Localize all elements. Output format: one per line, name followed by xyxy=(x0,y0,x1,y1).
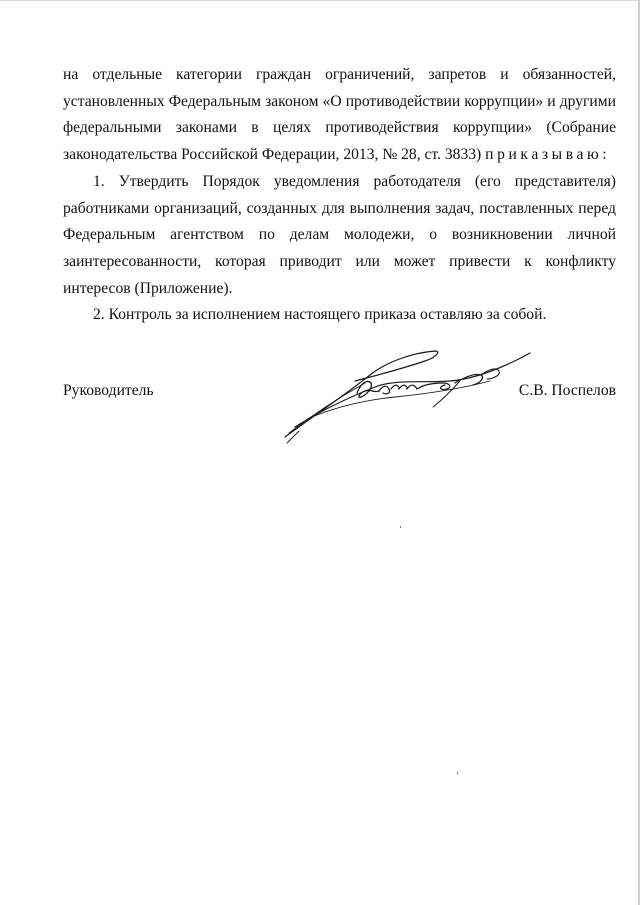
handwritten-signature xyxy=(275,345,545,445)
document-body xyxy=(63,62,616,329)
scan-speck xyxy=(457,772,458,774)
order-keyword: приказываю: xyxy=(485,146,611,164)
item-1-paragraph: 1. Утвердить Порядок уведомления работодателя (его представителя) работниками организаций, созданных для выполнения задач, поставленных перед Федеральным агентством по делам молодежи, о возникновении личной заинтересованности, которая приводит или может привести к конфликту интересов (Приложение). xyxy=(63,172,616,297)
scan-speck xyxy=(400,526,401,528)
paragraph-continuation xyxy=(63,62,616,169)
paragraph-continuation-text: на отдельные категории граждан ограничений, запретов и обязанностей, установленных Федеральным законом «О противодействии коррупции» и другими федеральными законами в целях противодействия коррупции» (Собрание законодательства Российской Федерации, 2013, № 28, ст. 3833) xyxy=(63,66,616,164)
signatory-name: С.В. Поспелов xyxy=(518,382,616,399)
item-2-paragraph: 2. Контроль за исполнением настоящего приказа оставляю за собой. xyxy=(93,306,547,324)
page-top-edge xyxy=(0,0,640,1)
signatory-title: Руководитель xyxy=(63,382,154,399)
